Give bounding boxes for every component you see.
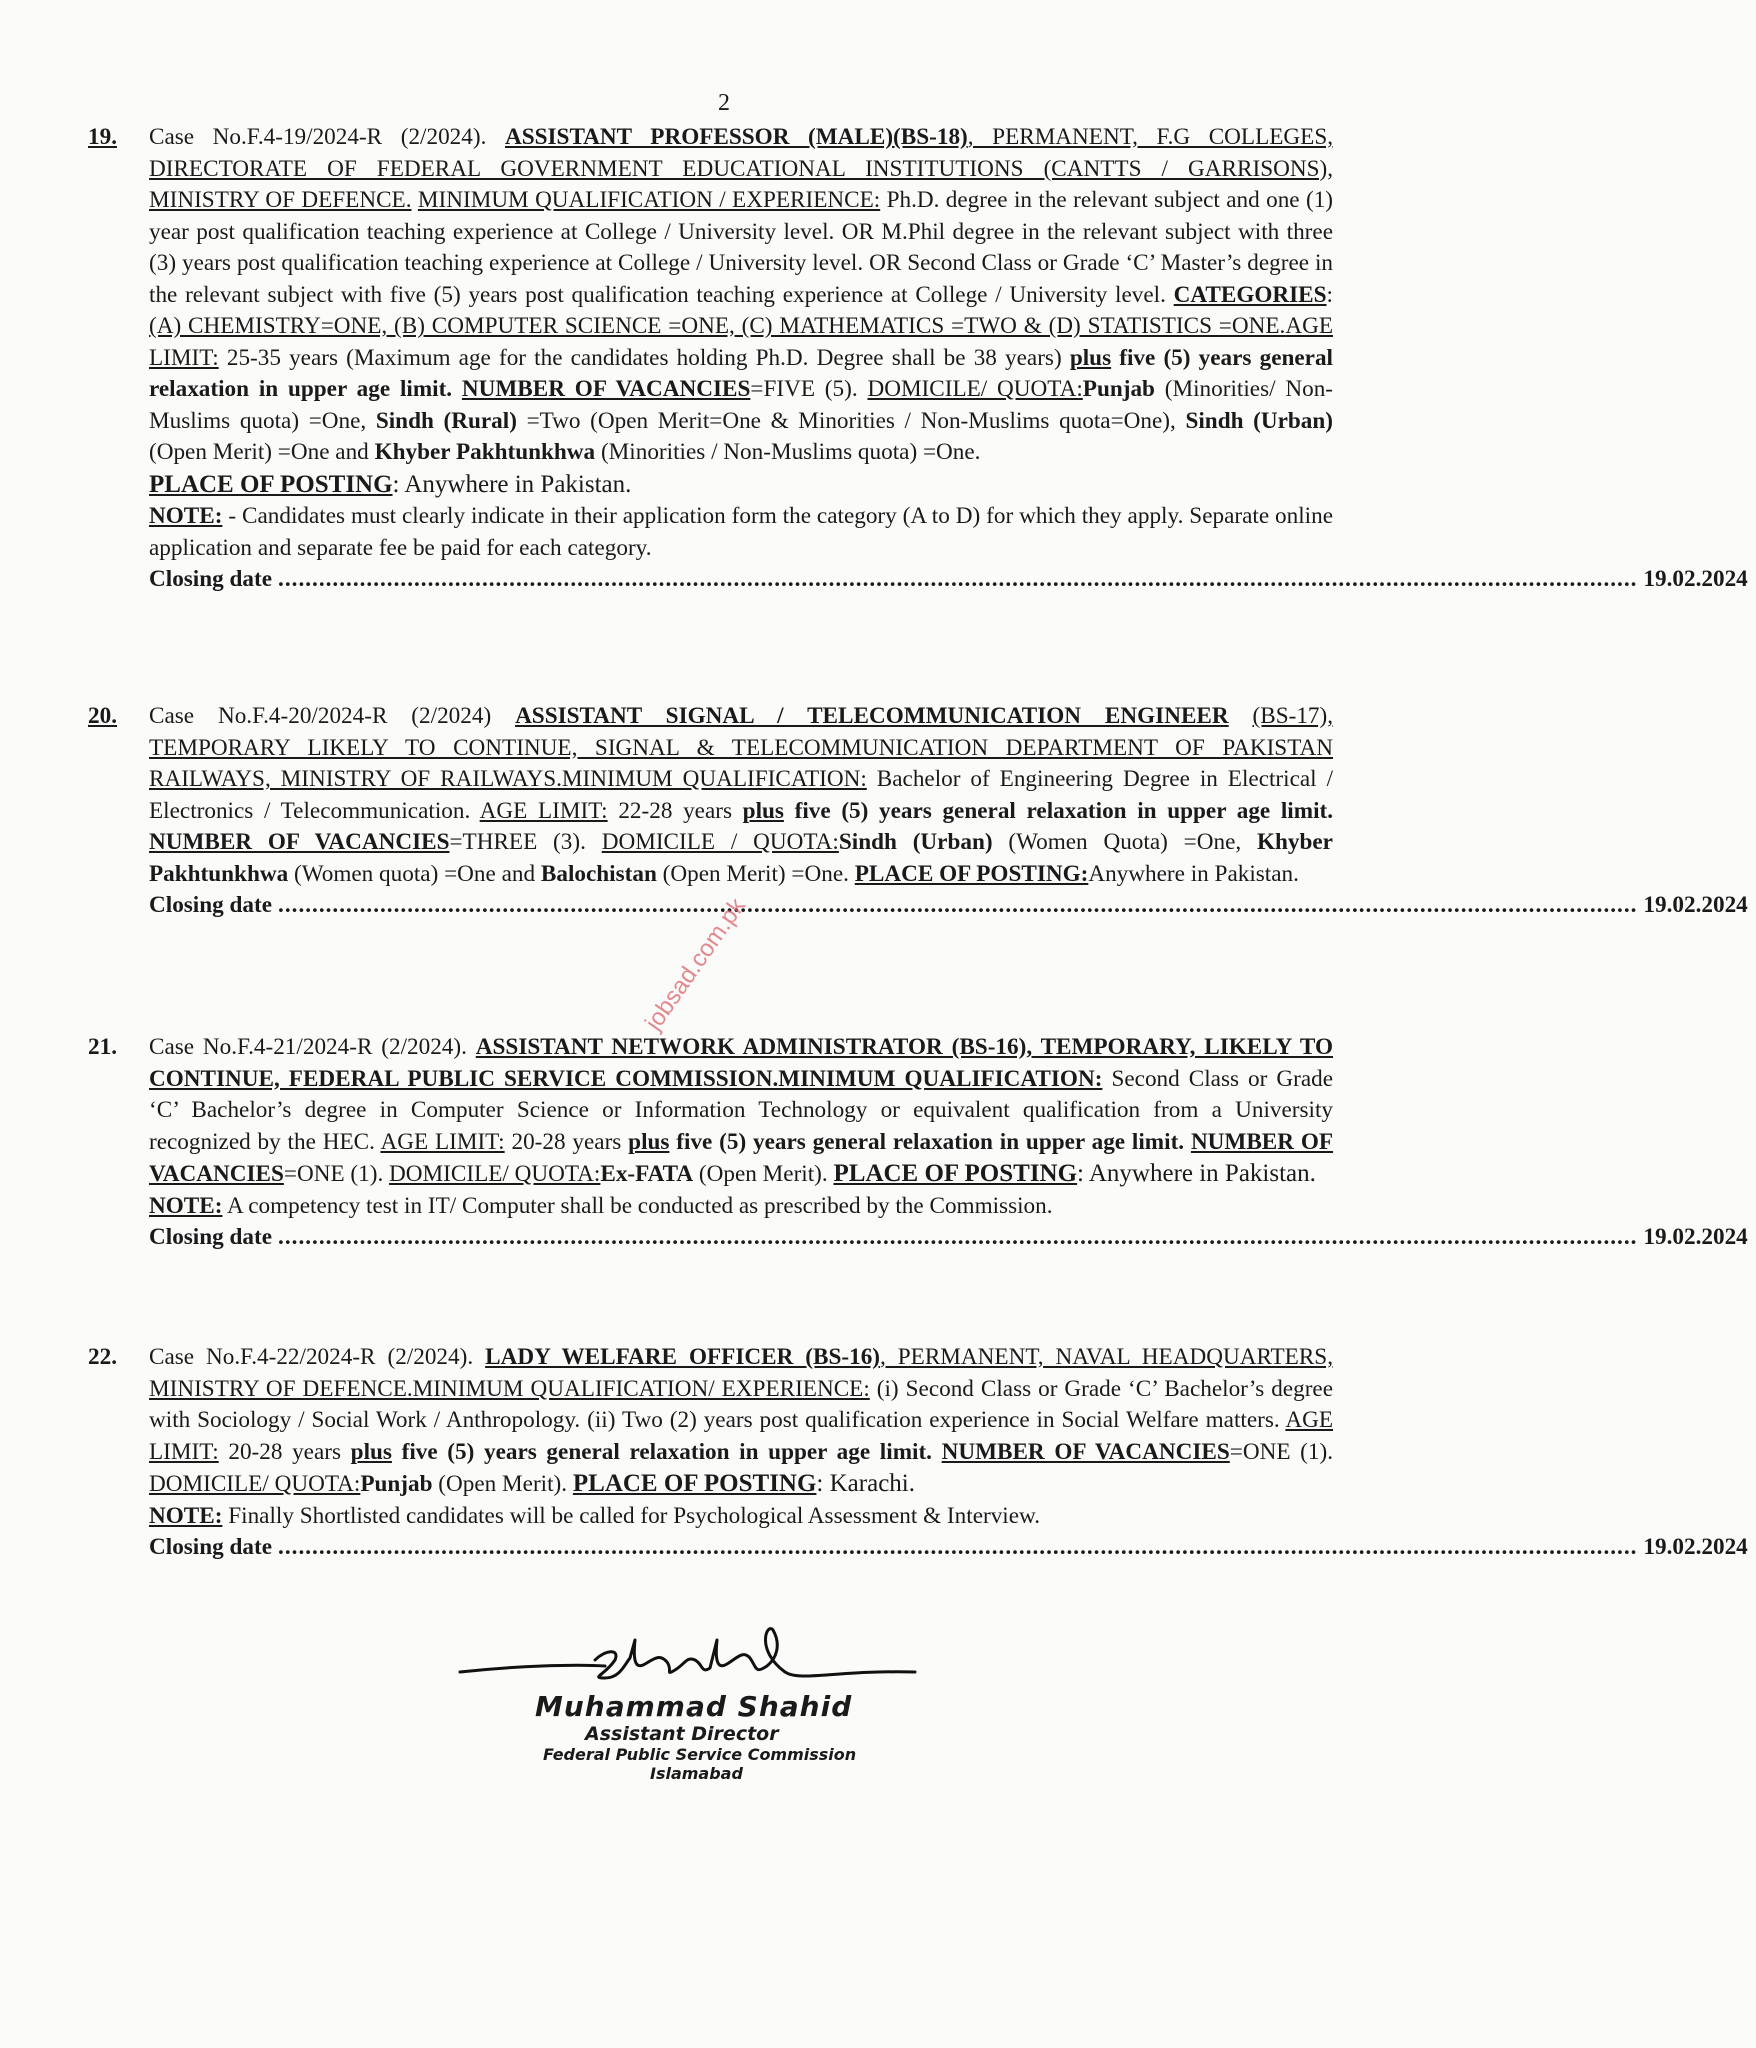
leader-dots: ........................................................................................................................................................................................................ (278, 1224, 1638, 1250)
vacancies-label: NUMBER OF VACANCIES (941, 1438, 1230, 1465)
posting-text: Anywhere in Pakistan. (1088, 860, 1299, 887)
case-body (149, 701, 1333, 890)
closing-date-value: 19.02.2024 (1643, 1224, 1748, 1250)
posting-label: PLACE OF POSTING: (854, 860, 1089, 887)
age-limit-text: 25-35 years (Maximum age for the candidates holding Ph.D. Degree shall be 38 years) (226, 344, 1062, 371)
closing-date-row (149, 564, 1748, 596)
case-21 (88, 1032, 1748, 1254)
domicile-quota: (Open Merit) =One and (149, 439, 369, 465)
case-ref: Case No.F.4-20/2024-R (2/2024) (149, 703, 492, 729)
domicile-label: DOMICILE / QUOTA: (601, 829, 839, 855)
relaxation-text: five (5) years general relaxation in upper age limit. (794, 797, 1334, 824)
closing-date-label: Closing date (149, 566, 273, 592)
case-22 (88, 1342, 1748, 1564)
case-body (149, 1342, 1333, 1532)
case-number: 19. (88, 124, 117, 150)
domicile-region: Balochistan (540, 860, 657, 887)
posting-text: : Anywhere in Pakistan. (1077, 1160, 1316, 1187)
vacancies-label: NUMBER OF VACANCIES (149, 829, 450, 855)
leader-dots: ........................................................................................................................................................................................................ (278, 566, 1638, 592)
note-label: NOTE: (149, 1192, 223, 1219)
post-details: , PERMANENT, F.G COLLEGES, DIRECTORATE OF FEDERAL GOVERNMENT EDUCATIONAL INSTITUTIONS (CANTTS / GARRISONS), MINISTRY OF DEFENCE. (149, 124, 1334, 213)
closing-date-value: 19.02.2024 (1643, 1534, 1748, 1560)
domicile-region: Sindh (Urban) (1185, 407, 1333, 434)
case-19 (88, 122, 1748, 596)
post-title: LADY WELFARE OFFICER (BS-16) (485, 1344, 881, 1370)
domicile-region: Sindh (Rural) (375, 407, 517, 434)
note-text: A competency test in IT/ Computer shall be conducted as prescribed by the Commission. (226, 1192, 1053, 1219)
case-body: Case No.F.4-19/2024-R (2/2024). ASSISTANT PROFESSOR (MALE)(BS-18), PERMANENT, F.G COLLEGES, DIRECTORATE OF FEDERAL GOVERNMENT EDUCATIONAL INSTITUTIONS (CANTTS / GARRISONS), MINISTRY OF DEFENCE. MINIMUM QUALIFICATION / EXPERIENCE: Ph.D. degree in the relevant subject and one (1) year post qualification teaching experience at College / University level. OR M.Phil degree in the relevant subject with three (3) years post qualification teaching experience at College / University level. OR Second Class or Grade ‘C’ Master’s degree in the relevant subject with five (5) years post qualification teaching experience at College / University level. CATEGORIES: (A) CHEMISTRY=ONE, (B) COMPUTER SCIENCE =ONE, (C) MATHEMATICS =TWO & (D) STATISTICS =ONE.AGE LIMIT: 25-35 years (Maximum age for the candidates holding Ph.D. Degree shall be 38 years) plus five (5) years general relaxation in upper age limit. NUMBER OF VACANCIES=FIVE (5). DOMICILE/ QUOTA:Punjab (Minorities/ Non-Muslims quota) =One, Sindh (Rural) =Two (Open Merit=One & Minorities / Non-Muslims quota=One), Sindh (Urban) (Open Merit) =One and Khyber Pakhtunkhwa (Minorities / Non-Muslims quota) =One. PLACE OF POSTING: Anywhere in Pakistan. NOTE: - Candidates must clearly indicate in their application form the category (A to D) for which they apply. Separate online application and separate fee be paid for each category. (149, 124, 1334, 561)
closing-date-value: 19.02.2024 (1643, 892, 1748, 918)
relaxation-text: five (5) years general relaxation in upper age limit. (149, 344, 1333, 402)
vacancies-label: NUMBER OF VACANCIES (461, 376, 751, 402)
relaxation-text: five (5) years general relaxation in upper age limit. (401, 1438, 932, 1465)
qualification-label: MINIMUM QUALIFICATION / EXPERIENCE: (417, 187, 881, 213)
posting-text: : Karachi. (816, 1470, 915, 1497)
vacancies-text: =ONE (1). (1229, 1438, 1333, 1465)
domicile-quota: (Women Quota) =One, (1008, 829, 1242, 855)
post-details: , PERMANENT, NAVAL HEADQUARTERS, MINISTRY OF DEFENCE.MINIMUM QUALIFICATION/ EXPERIENCE: (149, 1344, 1333, 1402)
case-ref: Case No.F.4-21/2024-R (2/2024). (149, 1034, 467, 1060)
domicile-region: Punjab (1082, 376, 1155, 402)
note-text: - Candidates must clearly indicate in their application form the category (A to D) for which they apply. Separate online application and separate fee be paid for each category. (149, 503, 1334, 561)
signatory-name: Muhammad Shahid (535, 1690, 853, 1723)
page-number: 2 (718, 90, 730, 116)
leader-dots: ........................................................................................................................................................................................................ (278, 892, 1638, 918)
signatory-organization: Federal Public Service Commission (543, 1745, 857, 1764)
age-limit-label: AGE LIMIT: (149, 1407, 1333, 1465)
note-label: NOTE: (149, 503, 223, 529)
note-label: NOTE: (149, 1502, 223, 1529)
domicile-label: DOMICILE/ QUOTA: (389, 1161, 601, 1187)
case-number: 21. (88, 1034, 117, 1060)
closing-date-label: Closing date (149, 892, 273, 918)
domicile-quota: (Open Merit) =One. (662, 860, 849, 887)
vacancies-text: =THREE (3). (449, 829, 586, 855)
plus-word: plus (350, 1438, 392, 1465)
post-details: (BS-17), TEMPORARY LIKELY TO CONTINUE, SIGNAL & TELECOMMUNICATION DEPARTMENT OF PAKISTAN RAILWAYS, MINISTRY OF RAILWAYS.MINIMUM QUALIFICATION: (149, 703, 1334, 792)
case-20 (88, 701, 1748, 922)
signatory-city: Islamabad (650, 1764, 743, 1783)
signatory-title: Assistant Director (585, 1723, 779, 1745)
qualification-text: Ph.D. degree in the relevant subject and one (1) year post qualification teaching experience at College / University level. OR M.Phil degree in the relevant subject with three (3) years post qualification teaching experience at College / University level. OR Second Class or Grade ‘C’ Master’s degree in the relevant subject with five (5) years post qualification teaching experience at College / University level. (149, 187, 1334, 308)
domicile-region: Sindh (Urban) (838, 829, 993, 855)
plus-word: plus (628, 1128, 670, 1155)
domicile-quota: (Open Merit). (438, 1471, 568, 1497)
closing-date-label: Closing date (149, 1534, 273, 1560)
watermark: jobsad.com.pk (640, 893, 751, 1036)
closing-date-row (149, 1222, 1748, 1254)
domicile-label: DOMICILE/ QUOTA: (867, 376, 1083, 402)
categories-text: (A) CHEMISTRY=ONE, (B) COMPUTER SCIENCE =ONE, (C) MATHEMATICS =TWO & (D) STATISTICS =ONE. (149, 313, 1286, 339)
age-limit-label: AGE LIMIT: (149, 313, 1333, 371)
posting-label: PLACE OF POSTING (149, 470, 393, 498)
categories-label: CATEGORIES (1173, 281, 1327, 308)
domicile-quota: (Women quota) =One and (294, 860, 536, 887)
domicile-quota: (Minorities/ Non-Muslims quota) =One, (149, 376, 1334, 434)
case-number: 20. (88, 703, 117, 729)
plus-word: plus (742, 797, 784, 824)
vacancies-label: NUMBER OF VACANCIES (149, 1128, 1334, 1187)
age-limit-text: 20-28 years (511, 1128, 622, 1155)
case-number: 22. (88, 1344, 117, 1370)
age-limit-text: 20-28 years (228, 1438, 342, 1465)
post-title: ASSISTANT PROFESSOR (MALE)(BS-18) (504, 124, 968, 150)
qualification-text: Bachelor of Engineering Degree in Electrical / Electronics / Telecommunication. (149, 766, 1334, 824)
qualification-text: Second Class or Grade ‘C’ Bachelor’s degree in Computer Science or Information Technology or equivalent qualification from a University recognized by the HEC. (149, 1065, 1334, 1155)
vacancies-text: =ONE (1). (283, 1161, 384, 1187)
vacancies-text: =FIVE (5). (750, 376, 858, 402)
domicile-quota: (Minorities / Non-Muslims quota) =One. (600, 439, 981, 465)
age-limit-label: AGE LIMIT: (380, 1128, 505, 1155)
posting-label: PLACE OF POSTING (572, 1470, 817, 1497)
posting-label: PLACE OF POSTING (833, 1160, 1078, 1187)
domicile-region: Punjab (360, 1471, 433, 1497)
domicile-quota: (Open Merit). (698, 1161, 828, 1187)
plus-word: plus (1069, 344, 1112, 371)
signature-block (535, 1690, 856, 1783)
age-limit-text: 22-28 years (618, 797, 732, 824)
closing-date-row (149, 1532, 1748, 1564)
domicile-region: Khyber Pakhtunkhwa (374, 439, 596, 465)
closing-date-value: 19.02.2024 (1643, 566, 1748, 592)
handwritten-signature-image (455, 1620, 935, 1700)
relaxation-text: five (5) years general relaxation in upper age limit. (676, 1128, 1185, 1155)
post-title: ASSISTANT SIGNAL / TELECOMMUNICATION ENGINEER (515, 703, 1229, 729)
domicile-quota: =Two (Open Merit=One & Minorities / Non-Muslims quota=One), (526, 407, 1176, 434)
case-ref: Case No.F.4-22/2024-R (2/2024). (149, 1344, 474, 1370)
domicile-region: Ex-FATA (600, 1161, 694, 1187)
posting-text: : Anywhere in Pakistan. (392, 470, 632, 498)
age-limit-label: AGE LIMIT: (479, 797, 608, 824)
note-text: Finally Shortlisted candidates will be called for Psychological Assessment & Interview. (228, 1502, 1041, 1529)
qualification-text: (i) Second Class or Grade ‘C’ Bachelor’s degree with Sociology / Social Work / Anthropology. (ii) Two (2) years post qualification experience in Social Welfare matters. (149, 1375, 1333, 1433)
domicile-label: DOMICILE/ QUOTA: (149, 1471, 361, 1497)
post-title: ASSISTANT NETWORK ADMINISTRATOR (BS-16), TEMPORARY, LIKELY TO CONTINUE, FEDERAL PUBLIC SERVICE COMMISSION.MINIMUM QUALIFICATION: (149, 1034, 1333, 1092)
case-ref: Case No.F.4-19/2024-R (2/2024). (149, 124, 487, 150)
case-body (149, 1032, 1333, 1222)
closing-date-label: Closing date (149, 1224, 273, 1250)
domicile-region: Khyber Pakhtunkhwa (149, 829, 1333, 887)
leader-dots: ........................................................................................................................................................................................................ (278, 1534, 1638, 1560)
handwritten-signature (450, 2035, 451, 2036)
